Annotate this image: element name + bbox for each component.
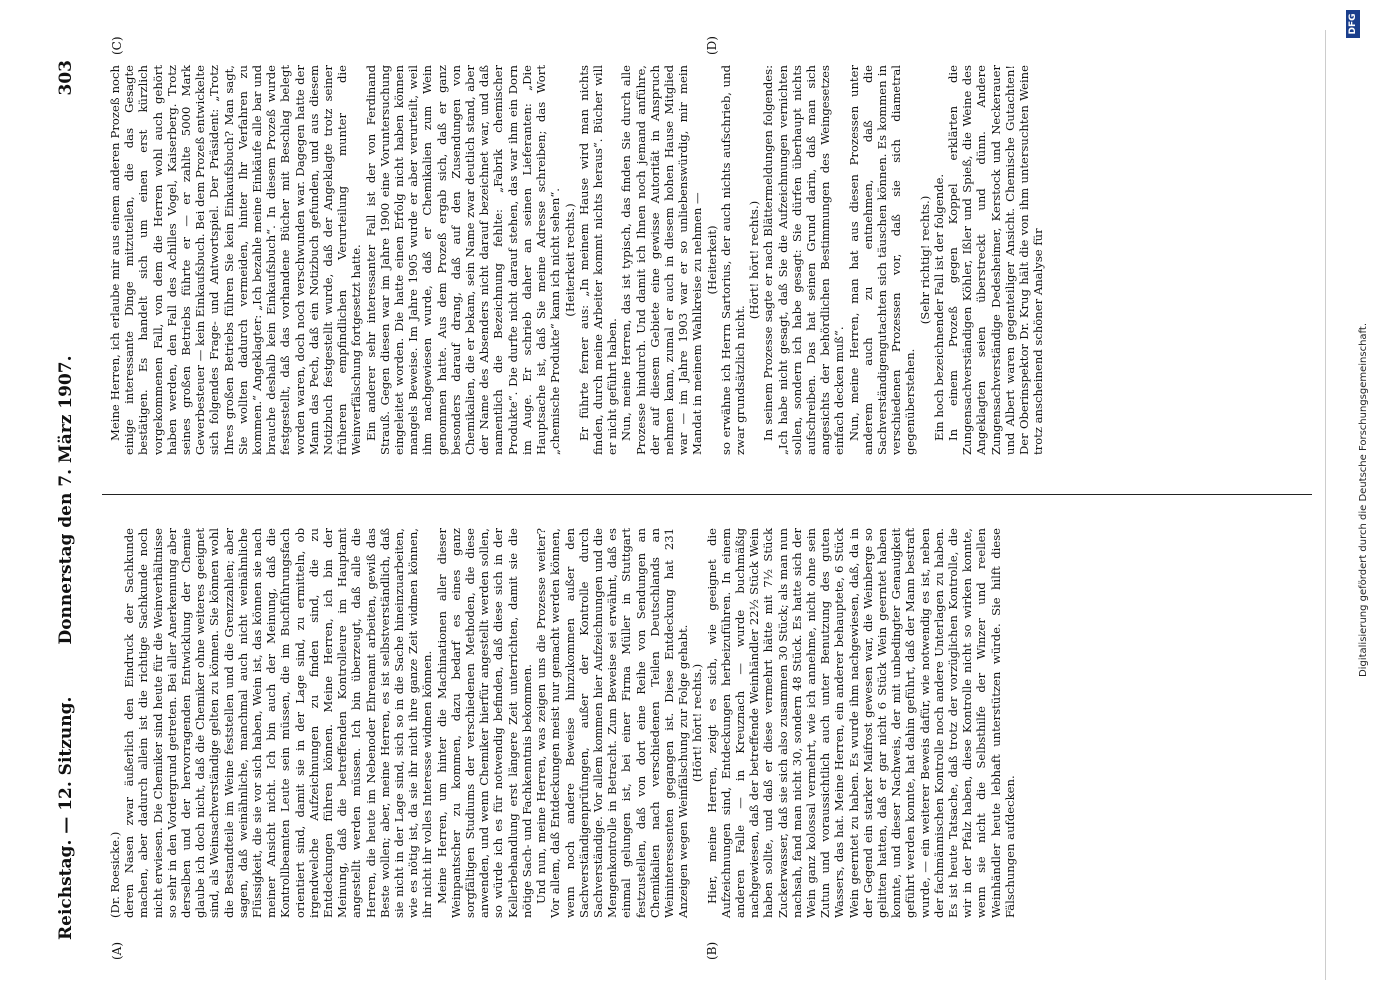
page-number: 303 (56, 60, 76, 96)
paragraph: Er führte ferner aus: „In meinem Hause wird man nichts finden, durch meine Arbeiter kommt nichts heraus“. Bücher will er nicht geführt haben. (576, 65, 620, 455)
margin-mark-a: (A) (110, 941, 124, 960)
interjection: (Heiterkeit rechts.) (562, 203, 577, 317)
column-divider (102, 494, 1312, 495)
digitization-footer: Digitalisierung gefördert durch die Deutsche Forschungsgemeinschaft. (1358, 322, 1369, 678)
dfg-logo: DFG (1346, 10, 1360, 38)
paragraph: Hier, meine Herren, zeigt es sich, wie geeignet die Aufzeichnungen sind, Entdeckungen herbeizuführen. In einem anderen Falle — in Kreuznach — wurde buchmäßig nachgewiesen, daß der betreffende Weinhändler 22½ Stück Wein haben sollte, und daß er diese vermehrt hätte mit 7½ Stück Zuckerwasser, daß sie sich also zusammen 30 Stück; als man nun nachsah, fand man nicht 30, sondern 48 Stück. Es hatte sich der Wein ganz kolossal vermehrt, wie ich annehme, nicht ohne sein Zutun und voraussichtlich auch unter Benutzung des guten Wassers, das hat. Meine Herren, ein anderer behauptete, 6 Stück Wein geerntet zu haben. Es wurde ihm nachgewiesen, daß, da in der Gegend ein starker Maifrost gewesen war, die Weinberge so gelitten hatten, daß er gar nicht 6 Stück Wein geerntet haben konnte, und dieser Nachweis, der mit unbedingter Genauigkeit geführt werden konnte, hat dahin geführt, daß der Mann bestraft wurde, — ein weiterer Beweis dafür, wie notwendig es ist, neben der fachmännischen Kontrolle noch andere Unterlagen zu haben. Es ist heute Tatsache, daß trotz der vorzüglichen Kontrolle, die wir in der Pfalz haben, diese Kontrolle nicht so wirken konnte, wenn sie nicht die Selbsthilfe der Winzer und reellen Weinhändler heute lebhaft unterstützen würde. Sie hilft diese Fälschungen aufdecken. (704, 528, 1017, 918)
interjection: (Heiterkeit) (704, 225, 719, 295)
paragraph: Nun, meine Herren, man hat aus diesen Prozessen unter anderem auch zu entnehmen, daß die Sachverständigengutachten sich täuschen können. Es kommen in verschiedenen Prozessen vor, daß sie sich diametral gegenüberstehen. (846, 65, 918, 455)
interjection: (Hört! hört! rechts.) (747, 200, 762, 320)
paragraph: Meine Herren, ich erlaube mir aus einem anderen Prozeß noch einige interessante Dinge mitzuteilen, die das Gesagte bestätigen. Es handelt sich um einen erst kürzlich vorgekommenen Fall, von dem die Herren wohl auch gehört haben werden, den Fall des Achilles Vogel, Kaiserberg. Trotz seines großen Betriebs führte er — er zahlte 5000 Mark Gewerbesteuer — kein Einkaufsbuch. Bei dem Prozeß entwickelte sich folgendes Frage- und Antwortspiel. Der Präsident: „Trotz Ihres großen Betriebs führen Sie kein Einkaufsbuch? Man sagt, Sie wollten dadurch vermeiden, hinter Ihr Verfahren zu kommen.“ Angeklagter: „Ich bezahle meine Einkäufe alle bar und brauche deshalb kein Einkaufsbuch“. In diesem Prozeß wurde festgestellt, daß das vorhandene Bücher mit Beschlag belegt worden waren, doch noch verschwunden war. Dagegen hatte der Mann das Pech, daß ein Notizbuch gefunden, und aus diesem Notizbuch festgestellt wurde, daß der Angeklagte trotz seiner früheren empfindlichen Verurteilung munter die Weinverfälschung fortgesetzt hatte. (108, 65, 364, 455)
margin-mark-b: (B) (705, 941, 719, 960)
paragraph: Ein hoch bezeichnender Fall ist der folgende. (931, 173, 946, 441)
running-header (56, 60, 84, 940)
right-column (108, 65, 1045, 455)
paragraph: Ein anderer sehr interessanter Fall ist der von Ferdinand Strauß. Gegen diesen war im Jahre 1900 eine Voruntersuchung eingeleitet worden. Die hatte einen Erfolg nicht haben können mangels Beweise. Im Jahre 1905 wurde er aber verurteilt, weil ihm nachgewiesen wurde, daß er Chemikalien zum Wein genommen hatte. Aus dem Prozeß ergab sich, daß er ganz besonders darauf drang, daß auf den Zusendungen von Chemikalien, die er bekam, sein Name zwar deutlich stand, aber der Name des Absenders nicht darauf bezeichnet war, und daß namentlich die Bezeichnung fehlte: „Fabrik chemischer Produkte“. Die durfte nicht darauf stehen, das war ihm ein Dorn im Auge. Er schrieb daher an seinen Lieferanten: „Die Hauptsache ist, daß Sie meine Adresse schreiben; das Wort „chemische Produkte“ kann ich nicht sehen“. (363, 65, 563, 455)
speaker-label: (Dr. Roesicke.) (108, 831, 122, 918)
paragraph: Und nun, meine Herren, was zeigen uns die Prozesse weiter? Vor allem, daß Entdeckungen meist nur gemacht werden können, wenn noch andere Beweise hinzukommen außer den Sachverständigenprüfungen, außer der Kontrolle durch Sachverständige. Vor allem kommen hier Aufzeichnungen und die Mengenkontrolle in Betracht. Zum Beweise sei erwähnt, daß es einmal gelungen ist, bei einer Firma Müller in Stuttgart festzustellen, daß von dort eine Reihe von Sendungen an Chemikalien nach verschiedenen Teilen Deutschlands an Weininteressenten gegangen ist. Diese Entdeckung hat 231 Anzeigen wegen Weinfälschung zur Folge gehabt. (534, 528, 691, 918)
header-center: Donnerstag den 7. März 1907. (56, 355, 76, 645)
footer-divider (1325, 30, 1326, 980)
paragraph: so erwähne ich Herrn Sartorius, der auch nichts aufschrieb, und zwar grundsätzlich nicht. (718, 65, 747, 455)
paragraph: deren Nasen zwar äußerlich den Eindruck der Sachkunde machen, aber dadurch allein ist die richtige Sachkunde noch nicht erwiesen. Die Chemiker sind heute für die Weinverhältnisse so sehr in den Vordergrund getreten. Bei aller Anerkennung aber derselben und der hervorragenden Entwicklung der Chemie glaube ich doch nicht, daß die Chemiker ohne weiteres geeignet sind, als Weinsachverständige gelten zu können. Sie können wohl die Bestandteile im Weine feststellen und die Grenzzahlen; aber sagen, daß weinähnliche, manchmal auch nicht weinähnliche Flüssigkeit, die sie vor sich haben, Wein ist, das können sie nach meiner Ansicht nicht. Ich bin auch der Meinung, daß die Kontrollbeamten Leute sein müssen, die im Buchführungsfach orientiert sind, damit sie in der Lage sind, zu ermitteln, ob irgendwelche Aufzeichnungen zu finden sind, die zu Entdeckungen führen können. Meine Herren, ich bin der Meinung, daß die betreffenden Kontrolleure im Hauptamt angestellt werden müssen. Ich bin überzeugt, daß alle die Herren, die heute im Nebenoder Ehrenamt arbeiten, gewiß das Beste wollen; aber, meine Herren, es ist selbstverständlich, daß sie nicht in der Lage sind, sich so in die Sache hineinzuarbeiten, wie es nötig ist, da sie ihr nicht ihre ganze Zeit widmen können, ihr nicht ihr volles Interesse widmen können. (122, 528, 435, 918)
paragraph: Nun, meine Herren, das ist typisch, das finden Sie durch alle Prozesse hindurch. Und damit ich Ihnen noch jemand anführe, der auf diesem Gebiete eine gewisse Autorität in Anspruch nehmen kann, zumal er auch in diesem hohen Hause Mitglied war — im Jahre 1903 war er so unliebenswürdig, mir mein Mandat in meinem Wahlkreise zu nehmen — (619, 65, 705, 455)
margin-mark-c: (C) (110, 36, 124, 55)
paragraph: Meine Herren, um hinter die Machinationen aller dieser Weinpantscher zu kommen, dazu bedarf es eines ganz sorgfältigen Studiums der verschiedenen Methoden, die diese anwenden, und wenn Chemiker hierfür angestellt werden sollen, so würde ich es für notwendig befinden, daß diese sich in der Kellerbehandlung erst längere Zeit unterrichten, damit sie die nötige Sach- und Fachkenntnis bekommen. (434, 528, 534, 918)
interjection: (Sehr richtig! rechts.) (917, 195, 932, 325)
margin-mark-d: (D) (705, 36, 719, 55)
paragraph: In einem Prozeß gegen Koppel erklärten die Zungensachverständigen Köhler, Ißler und Spieß, die Weine des Angeklagten seien überstreckt und dünn. Andere Zungensachverständige Dedesheimer, Kerstock und Neckerauer und Albert waren gegenteiliger Ansicht. Chemische Gutachten! Der Oberinspektor Dr. Krug hält die von ihm untersuchten Weine trotz anscheinend schöner Analyse für (945, 65, 1046, 455)
left-column (108, 528, 1017, 918)
header-left: Reichstag. — 12. Sitzung. (56, 696, 76, 940)
interjection: (Hört! hört! rechts.) (690, 663, 705, 783)
paragraph: In seinem Prozesse sagte er nach Blättermeldungen folgendes: „Ich habe nicht gesagt, daß Sie die Aufzeichnungen vernichten sollen, sondern ich habe gesagt: Sie dürfen überhaupt nichts aufschreiben. Das hat seinen Grund darin, daß man sich angesichts der behördlichen Bestimmungen des Weingesetzes einfach decken muß“. (761, 65, 847, 455)
